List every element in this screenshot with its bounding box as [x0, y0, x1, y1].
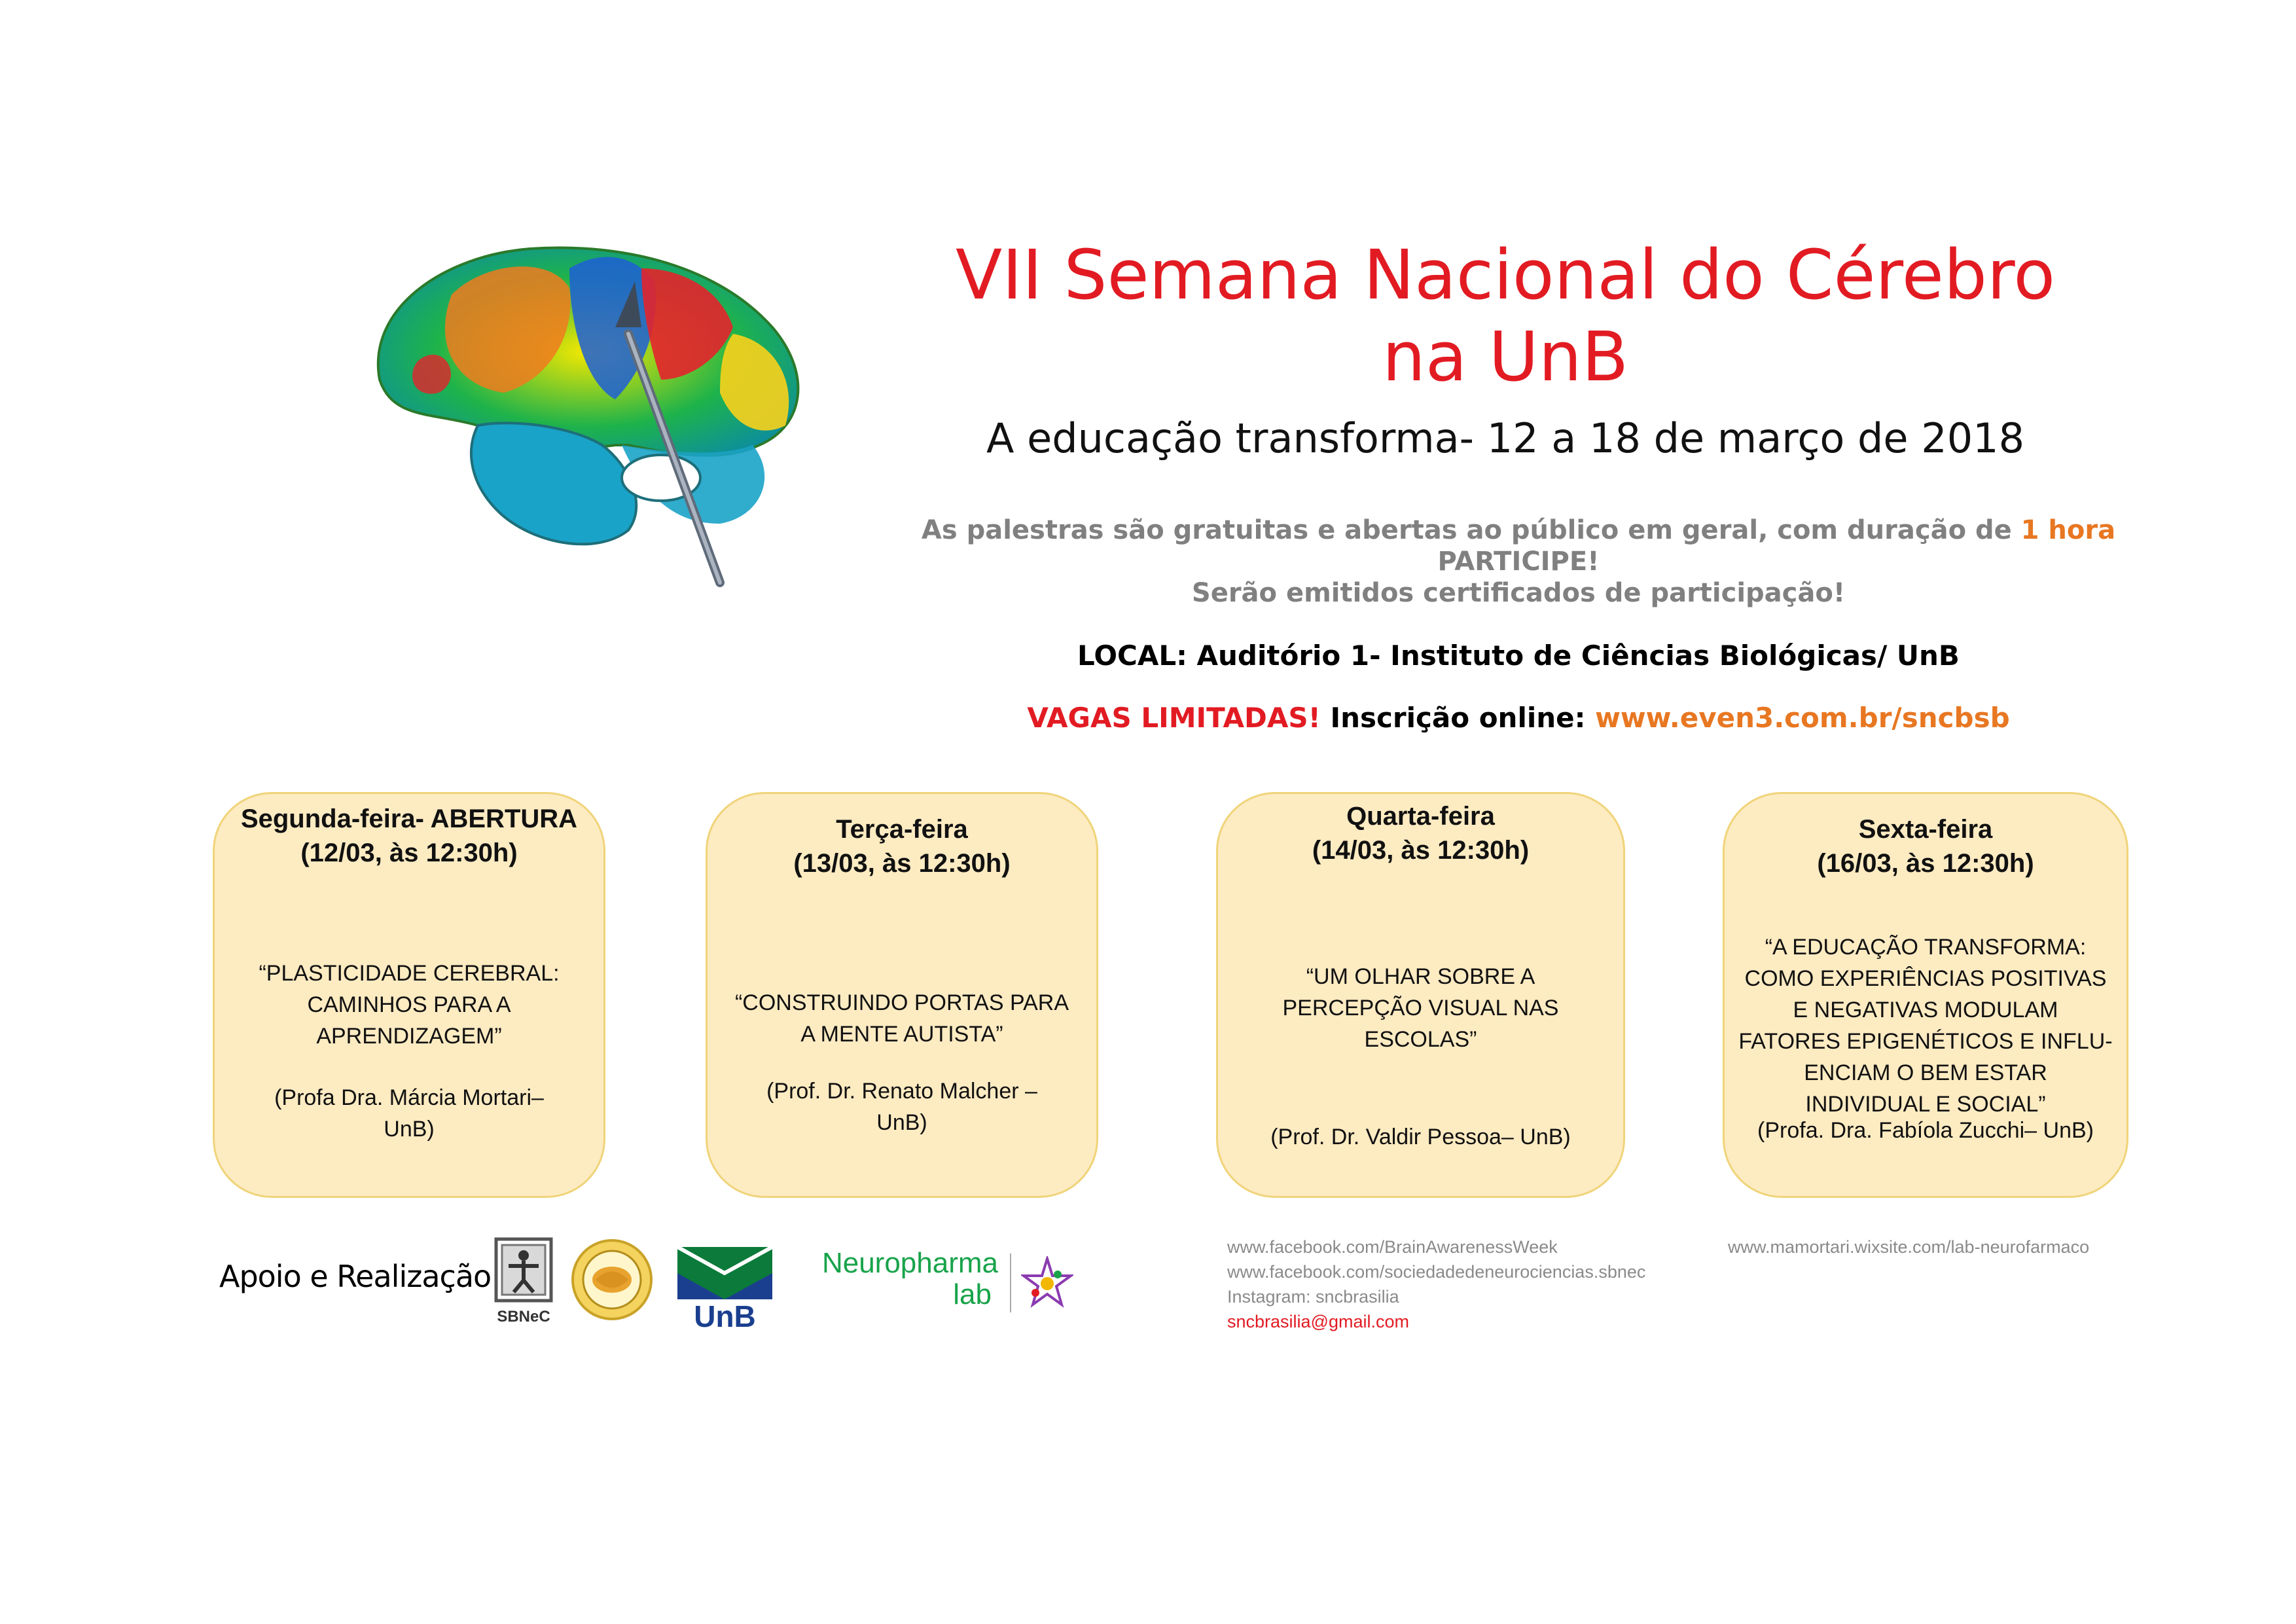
contact-email-link[interactable]: sncbrasilia@gmail.com	[1227, 1312, 1409, 1331]
session-topic	[1725, 931, 2126, 1120]
topic-line: “PLASTICIDADE CEREBRAL:	[259, 961, 560, 986]
society-seal-icon	[569, 1237, 655, 1322]
social-links-left	[1227, 1235, 1645, 1334]
info-line-free-lectures	[681, 514, 2296, 546]
unb-emblem-icon	[677, 1247, 772, 1299]
neuropharma-lab-logo	[802, 1247, 1077, 1319]
info-line-participe: PARTICIPE!	[1437, 547, 1600, 577]
info-line-text: As palestras são gratuitas e abertas ao público em geral, com duração de	[921, 515, 2021, 545]
sbnec-logo	[494, 1237, 553, 1329]
duration-highlight: 1 hora	[2020, 515, 2116, 545]
poster-subtitle: A educação transforma- 12 a 18 de março de 2018	[986, 414, 2025, 462]
unb-logo	[677, 1247, 772, 1333]
session-card-monday	[213, 792, 605, 1198]
topic-line: APRENDIZAGEM”	[316, 1024, 502, 1049]
session-speaker	[1725, 1115, 2126, 1146]
facebook-sbnec-link[interactable]: www.facebook.com/sociedadedeneurociencias.sbnec	[1227, 1262, 1646, 1282]
topic-line: FATORES EPIGENÉTICOS E INFLU-	[1738, 1029, 2113, 1054]
session-card-friday	[1723, 792, 2128, 1198]
instagram-handle[interactable]: Instagram: sncbrasilia	[1227, 1287, 1399, 1307]
support-label: Apoio e Realização	[219, 1259, 492, 1294]
topic-line: PERCEPÇÃO VISUAL NAS	[1282, 996, 1559, 1020]
speaker-line: UnB)	[384, 1117, 435, 1142]
session-time: (12/03, às 12:30h)	[300, 839, 518, 867]
facebook-brainawareness-link[interactable]: www.facebook.com/BrainAwarenessWeek	[1227, 1237, 1558, 1257]
registration-link[interactable]: www.even3.com.br/sncbsb	[1595, 702, 2010, 734]
session-card-tuesday	[706, 792, 1098, 1198]
venue-text: LOCAL: Auditório 1- Instituto de Ciências Biológicas/ UnB	[1077, 640, 1960, 672]
session-time: (16/03, às 12:30h)	[1817, 849, 2034, 878]
topic-line: E NEGATIVAS MODULAM	[1793, 998, 2058, 1022]
topic-line: CAMINHOS PARA A	[307, 992, 511, 1017]
social-links-right	[1728, 1235, 2089, 1259]
session-day: Terça-feira	[836, 815, 968, 844]
session-speaker	[215, 1082, 603, 1145]
session-topic	[708, 987, 1096, 1050]
topic-line: “UM OLHAR SOBRE A	[1306, 964, 1535, 989]
neuron-star-icon	[1021, 1256, 1073, 1308]
unb-logo-text: UnB	[694, 1299, 756, 1333]
neuropharma-text: Neuropharma	[821, 1247, 998, 1279]
registration-label: Inscrição online:	[1320, 702, 1596, 734]
topic-line: ENCIAM O BEM ESTAR	[1804, 1060, 2047, 1085]
session-topic	[215, 958, 603, 1052]
session-card-wednesday	[1216, 792, 1625, 1198]
speaker-line: UnB)	[876, 1110, 927, 1135]
limited-seats-label: VAGAS LIMITADAS!	[1027, 702, 1321, 734]
session-day: Segunda-feira- ABERTURA	[240, 804, 578, 833]
session-day: Quarta-feira	[1346, 802, 1495, 831]
sbnec-figure-icon	[494, 1237, 553, 1303]
poster-title-line1: VII Semana Nacional do Cérebro	[956, 235, 2055, 315]
speaker-line: (Prof. Dr. Renato Malcher –	[766, 1079, 1037, 1104]
speaker-line: (Profa. Dra. Fabíola Zucchi– UnB)	[1757, 1118, 2094, 1143]
neuropharma-lab-text: lab	[953, 1278, 992, 1310]
session-time: (13/03, às 12:30h)	[793, 849, 1011, 878]
session-speaker	[1218, 1121, 1623, 1153]
sbnec-logo-text: SBNeC	[497, 1308, 550, 1326]
topic-line: “A EDUCAÇÃO TRANSFORMA:	[1765, 935, 2087, 960]
info-line-certificates: Serão emitidos certificados de participação!	[1191, 578, 1846, 608]
topic-line: COMO EXPERIÊNCIAS POSITIVAS	[1744, 966, 2107, 991]
registration-line	[681, 700, 2296, 736]
topic-line: “CONSTRUINDO PORTAS PARA	[734, 990, 1069, 1015]
speaker-line: (Prof. Dr. Valdir Pessoa– UnB)	[1270, 1125, 1571, 1149]
lab-website-link[interactable]: www.mamortari.wixsite.com/lab-neurofarmaco	[1728, 1237, 2090, 1257]
session-speaker	[708, 1075, 1096, 1138]
session-topic	[1218, 961, 1623, 1055]
topic-line: INDIVIDUAL E SOCIAL”	[1805, 1092, 2046, 1117]
topic-line: A MENTE AUTISTA”	[800, 1022, 1003, 1047]
topic-line: ESCOLAS”	[1364, 1027, 1477, 1052]
poster-title-line2: na UnB	[1382, 317, 1629, 397]
session-day: Sexta-feira	[1858, 815, 1993, 844]
speaker-line: (Profa Dra. Márcia Mortari–	[274, 1085, 544, 1110]
session-time: (14/03, às 12:30h)	[1312, 836, 1530, 865]
